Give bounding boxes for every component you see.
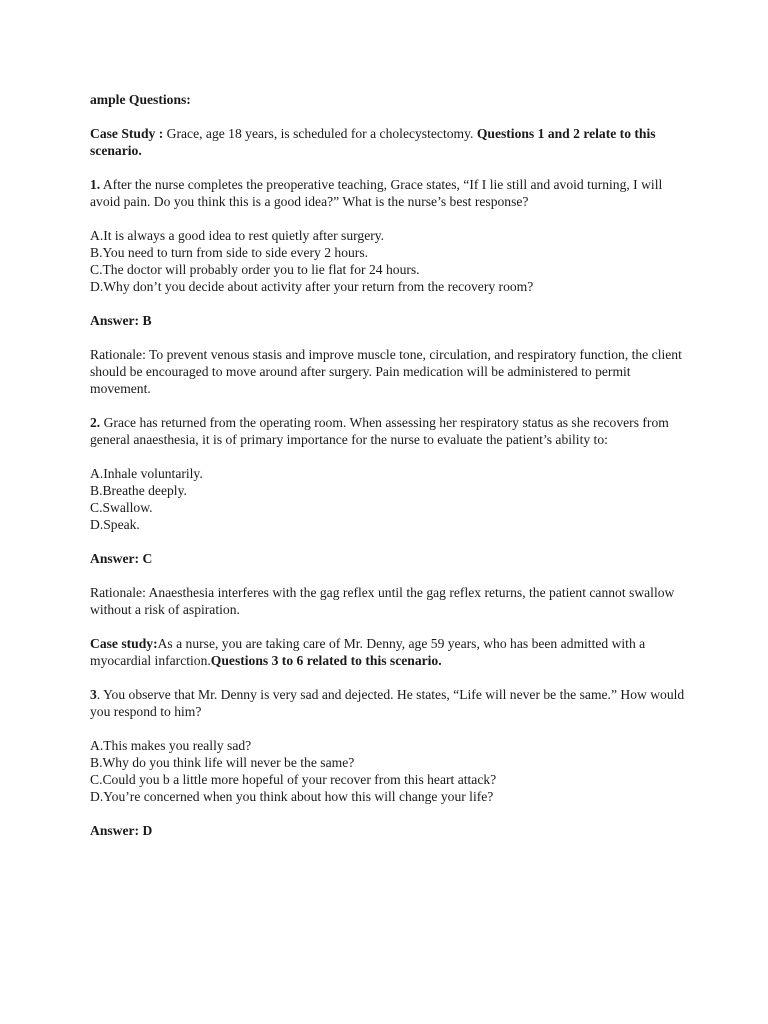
question-2-option-c: C.Swallow. [90, 500, 153, 515]
question-3-options [90, 737, 690, 805]
question-2-options [90, 465, 690, 533]
question-2-rationale: Rationale: Anaesthesia interferes with the gag reflex until the gag reflex returns, the patient cannot swallow without a risk of aspiration. [90, 585, 675, 617]
case-study-2-label: Case study: [90, 636, 158, 651]
question-1-text: After the nurse completes the preoperative teaching, Grace states, “If I lie still and avoid turning, I will avoid pain. Do you think this is a good idea?” What is the nurse’s best response? [90, 177, 663, 209]
question-1 [90, 176, 690, 210]
question-3-option-b: B.Why do you think life will never be the same? [90, 755, 355, 770]
question-1-number: 1. [90, 177, 101, 192]
question-1-option-c: C.The doctor will probably order you to lie flat for 24 hours. [90, 262, 420, 277]
case-study-1-label: Case Study : [90, 126, 164, 141]
question-1-answer: Answer: B [90, 313, 152, 328]
question-1-rationale: Rationale: To prevent venous stasis and improve muscle tone, circulation, and respiratory function, the client should be encouraged to move around after surgery. Pain medication will be administered to permit movement. [90, 347, 682, 396]
question-2 [90, 414, 690, 448]
question-1-options [90, 227, 690, 295]
question-2-option-a: A.Inhale voluntarily. [90, 466, 203, 481]
question-3-option-d: D.You’re concerned when you think about how this will change your life? [90, 789, 494, 804]
question-2-answer: Answer: C [90, 551, 153, 566]
question-1-option-a: A.It is always a good idea to rest quietly after surgery. [90, 228, 385, 243]
question-2-option-d: D.Speak. [90, 517, 140, 532]
question-1-option-d: D.Why don’t you decide about activity after your return from the recovery room? [90, 279, 534, 294]
question-3 [90, 686, 690, 720]
question-2-text: Grace has returned from the operating room. When assessing her respiratory status as she recovers from general anaesthesia, it is of primary importance for the nurse to evaluate the patient’s ability to: [90, 415, 669, 447]
case-study-2-scope: Questions 3 to 6 related to this scenario. [210, 653, 442, 668]
question-2-option-b: B.Breathe deeply. [90, 483, 187, 498]
case-study-1-text: Grace, age 18 years, is scheduled for a cholecystectomy. [163, 126, 477, 141]
question-3-number: 3 [90, 687, 97, 702]
case-study-2-text: As a nurse, you are taking care of Mr. Denny, age 59 years, who has been admitted with a myocardial infarction. [90, 636, 646, 668]
case-study-1-scope: Questions 1 and 2 relate to this scenario. [90, 126, 656, 158]
section-heading: ample Questions: [90, 92, 191, 107]
question-3-option-a: A.This makes you really sad? [90, 738, 252, 753]
document-page [90, 91, 690, 839]
question-1-option-b: B.You need to turn from side to side every 2 hours. [90, 245, 369, 260]
case-study-2 [90, 635, 690, 669]
question-3-option-c: C.Could you b a little more hopeful of your recover from this heart attack? [90, 772, 497, 787]
question-3-text: . You observe that Mr. Denny is very sad and dejected. He states, “Life will never be the same.” How would you respond to him? [90, 687, 685, 719]
question-3-answer: Answer: D [90, 823, 153, 838]
question-2-number: 2. [90, 415, 101, 430]
case-study-1 [90, 125, 690, 159]
